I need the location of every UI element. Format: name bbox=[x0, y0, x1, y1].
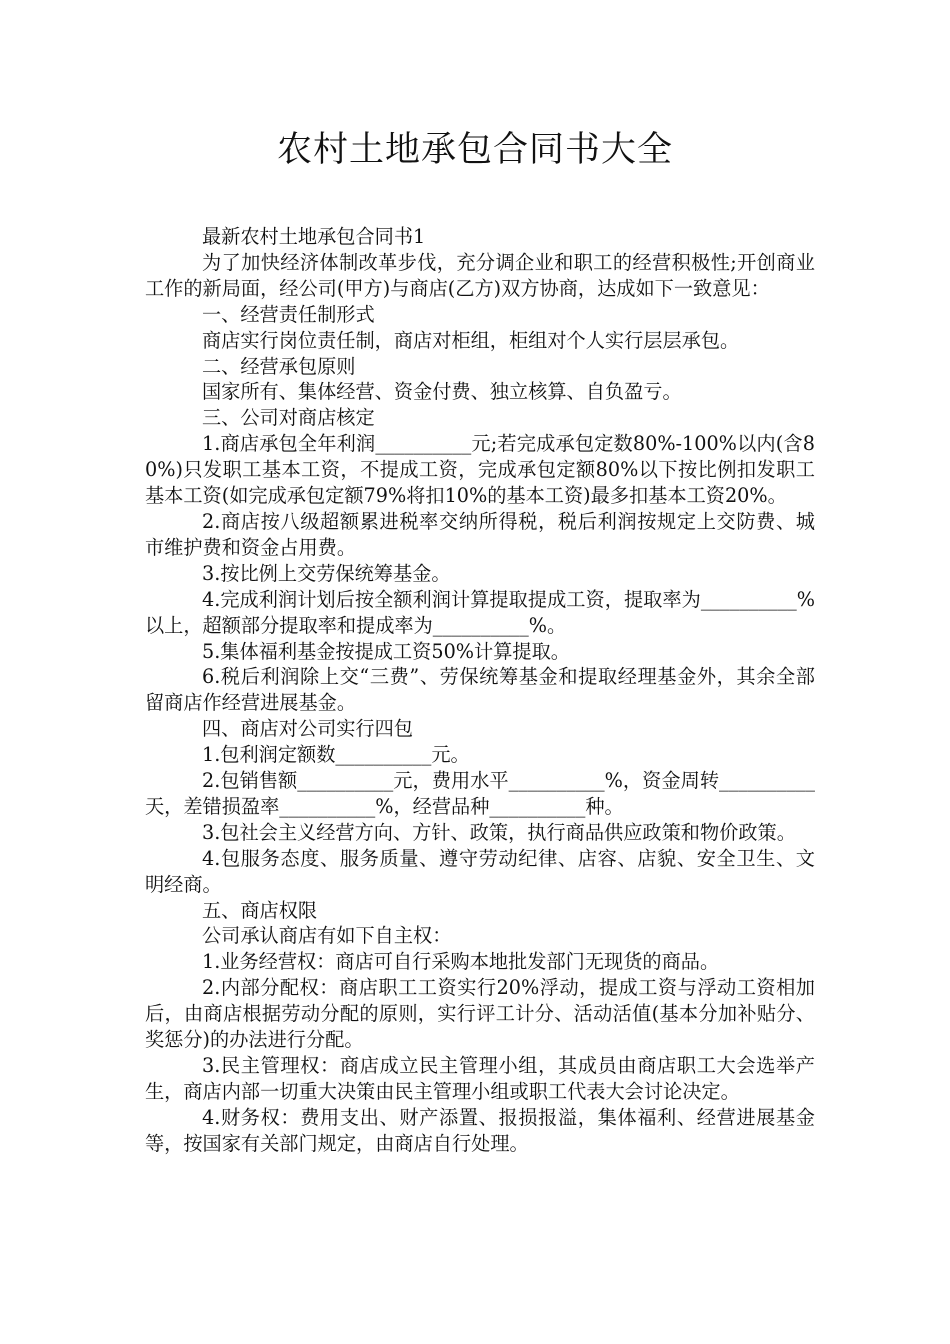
clause-item: 2.包销售额__________元，费用水平__________%，资金周转__________天，差错损盈率__________%，经营品种__________种。 bbox=[145, 769, 815, 818]
clause-item: 4.包服务态度、服务质量、遵守劳动纪律、店容、店貌、安全卫生、文明经商。 bbox=[145, 846, 815, 896]
clause-item: 4.完成利润计划后按全额利润计算提取提成工资，提取率为__________%以上，超额部分提取率和提成率为__________%。 bbox=[145, 587, 815, 637]
clause-item: 3.民主管理权：商店成立民主管理小组，其成员由商店职工大会选举产生，商店内部一切重大决策由民主管理小组或职工代表大会讨论决定。 bbox=[145, 1054, 815, 1103]
clause-item: 2.内部分配权：商店职工工资实行20%浮动，提成工资与浮动工资相加后，由商店根据劳动分配的原则，实行评工计分、活动活值(基本分加补贴分、奖惩分)的办法进行分配。 bbox=[145, 976, 815, 1052]
section-heading-4: 四、商店对公司实行四包 bbox=[202, 717, 414, 741]
clause-item: 4.财务权：费用支出、财产添置、报损报溢，集体福利、经营进展基金等，按国家有关部门规定，由商店自行处理。 bbox=[145, 1105, 815, 1155]
paragraph: 公司承认商店有如下自主权： bbox=[202, 924, 452, 948]
paragraph-subtitle: 最新农村土地承包合同书1 bbox=[202, 225, 426, 248]
section-heading-5: 五、商店权限 bbox=[202, 898, 318, 922]
clause-item: 5.集体福利基金按提成工资50%计算提取。 bbox=[202, 639, 570, 663]
clause-item: 3.包社会主义经营方向、方针、政策，执行商品供应政策和物价政策。 bbox=[202, 820, 796, 844]
clause-item: 1.业务经营权：商店可自行采购本地批发部门无现货的商品。 bbox=[202, 950, 720, 974]
clause-item: 6.税后利润除上交“三费”、劳保统筹基金和提取经理基金外，其余全部留商店作经营进展基金。 bbox=[145, 665, 815, 715]
paragraph-intro: 为了加快经济体制改革步伐，充分调企业和职工的经营积极性;开创商业工作的新局面，经公司(甲方)与商店(乙方)双方协商，达成如下一致意见： bbox=[145, 250, 815, 300]
document-title: 农村土地承包合同书大全 bbox=[276, 130, 673, 170]
document-body bbox=[145, 224, 815, 1157]
clause-item: 1.商店承包全年利润__________元;若完成承包定数80%-100%以内(含80%)只发职工基本工资，不提成工资，完成承包定额80%以下按比例扣发职工基本工资(如完成承包定额79%将扣10%的基本工资)最多扣基本工资20%。 bbox=[145, 432, 815, 508]
clause-item: 2.商店按八级超额累进税率交纳所得税，税后利润按规定上交防费、城市维护费和资金占用费。 bbox=[145, 509, 815, 559]
section-heading-3: 三、公司对商店核定 bbox=[202, 406, 375, 430]
section-heading-2: 二、经营承包原则 bbox=[202, 354, 356, 378]
paragraph: 商店实行岗位责任制，商店对柜组，柜组对个人实行层层承包。 bbox=[202, 328, 740, 352]
clause-item: 1.包利润定额数__________元。 bbox=[202, 743, 470, 767]
clause-item: 3.按比例上交劳保统筹基金。 bbox=[202, 561, 451, 585]
section-heading-1: 一、经营责任制形式 bbox=[202, 302, 375, 326]
paragraph: 国家所有、集体经营、资金付费、独立核算、自负盈亏。 bbox=[202, 380, 682, 404]
